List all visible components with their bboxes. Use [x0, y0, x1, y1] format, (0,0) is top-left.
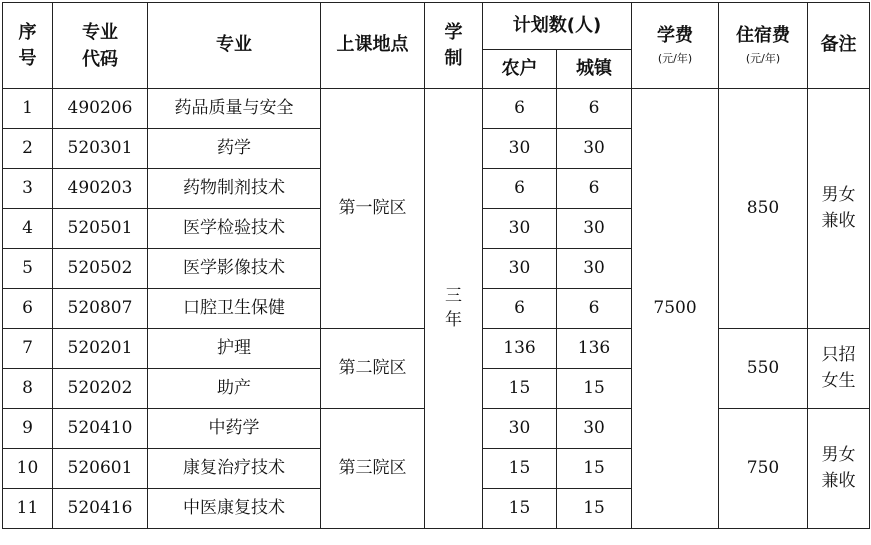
- header-location: 上课地点: [321, 3, 425, 89]
- cell-location: 第二院区: [321, 329, 425, 409]
- cell-rural: 6: [483, 169, 557, 209]
- cell-code: 520201: [53, 329, 148, 369]
- cell-urban: 30: [557, 209, 632, 249]
- cell-urban: 6: [557, 289, 632, 329]
- cell-rural: 6: [483, 89, 557, 129]
- header-tuition: [632, 3, 719, 89]
- cell-major: 药学: [148, 129, 321, 169]
- cell-code: 520301: [53, 129, 148, 169]
- cell-dorm: 750: [719, 409, 808, 529]
- cell-code: 520416: [53, 489, 148, 529]
- cell-major: 护理: [148, 329, 321, 369]
- cell-tuition: 7500: [632, 89, 719, 529]
- table-row: [3, 89, 870, 129]
- cell-code: 490203: [53, 169, 148, 209]
- enrollment-plan-table: [2, 2, 870, 529]
- cell-code: 520502: [53, 249, 148, 289]
- cell-rural: 6: [483, 289, 557, 329]
- cell-remarks: 只招女生: [808, 329, 870, 409]
- cell-code: 520410: [53, 409, 148, 449]
- cell-urban: 15: [557, 489, 632, 529]
- cell-rural: 30: [483, 249, 557, 289]
- cell-major: 医学检验技术: [148, 209, 321, 249]
- cell-major: 中药学: [148, 409, 321, 449]
- cell-major: 口腔卫生保健: [148, 289, 321, 329]
- cell-code: 520601: [53, 449, 148, 489]
- header-code: 专业代码: [53, 3, 148, 89]
- tuition-label: 学费: [657, 24, 694, 46]
- cell-rural: 15: [483, 369, 557, 409]
- header-dorm: [719, 3, 808, 89]
- cell-urban: 30: [557, 409, 632, 449]
- cell-urban: 6: [557, 89, 632, 129]
- header-plan: 计划数(人): [483, 3, 632, 50]
- cell-seq: 9: [3, 409, 53, 449]
- cell-rural: 30: [483, 129, 557, 169]
- cell-remarks: 男女兼收: [808, 89, 870, 329]
- cell-seq: 1: [3, 89, 53, 129]
- cell-rural: 136: [483, 329, 557, 369]
- cell-dorm: 850: [719, 89, 808, 329]
- cell-seq: 8: [3, 369, 53, 409]
- cell-seq: 6: [3, 289, 53, 329]
- header-duration: 学制: [425, 3, 483, 89]
- cell-rural: 30: [483, 409, 557, 449]
- cell-seq: 7: [3, 329, 53, 369]
- cell-code: 520501: [53, 209, 148, 249]
- cell-code: 520807: [53, 289, 148, 329]
- cell-urban: 30: [557, 129, 632, 169]
- cell-urban: 30: [557, 249, 632, 289]
- cell-rural: 30: [483, 209, 557, 249]
- header-plan-rural: 农户: [483, 50, 557, 89]
- tuition-unit: (元/年): [657, 51, 693, 65]
- header-row-primary: [3, 3, 870, 50]
- cell-major: 药品质量与安全: [148, 89, 321, 129]
- cell-urban: 6: [557, 169, 632, 209]
- dorm-label: 住宿费: [736, 24, 791, 46]
- cell-major: 助产: [148, 369, 321, 409]
- cell-remarks: 男女兼收: [808, 409, 870, 529]
- cell-rural: 15: [483, 489, 557, 529]
- dorm-unit: (元/年): [745, 51, 781, 65]
- cell-code: 490206: [53, 89, 148, 129]
- cell-urban: 15: [557, 369, 632, 409]
- header-major: 专业: [148, 3, 321, 89]
- cell-urban: 15: [557, 449, 632, 489]
- cell-location: 第一院区: [321, 89, 425, 329]
- cell-major: 药物制剂技术: [148, 169, 321, 209]
- header-seq: 序号: [3, 3, 53, 89]
- cell-seq: 3: [3, 169, 53, 209]
- header-remarks: 备注: [808, 3, 870, 89]
- cell-seq: 4: [3, 209, 53, 249]
- cell-major: 医学影像技术: [148, 249, 321, 289]
- cell-duration: 三年: [425, 89, 483, 529]
- cell-major: 中医康复技术: [148, 489, 321, 529]
- cell-rural: 15: [483, 449, 557, 489]
- cell-code: 520202: [53, 369, 148, 409]
- cell-seq: 10: [3, 449, 53, 489]
- header-plan-urban: 城镇: [557, 50, 632, 89]
- cell-seq: 11: [3, 489, 53, 529]
- cell-urban: 136: [557, 329, 632, 369]
- cell-major: 康复治疗技术: [148, 449, 321, 489]
- cell-dorm: 550: [719, 329, 808, 409]
- cell-seq: 5: [3, 249, 53, 289]
- cell-seq: 2: [3, 129, 53, 169]
- cell-location: 第三院区: [321, 409, 425, 529]
